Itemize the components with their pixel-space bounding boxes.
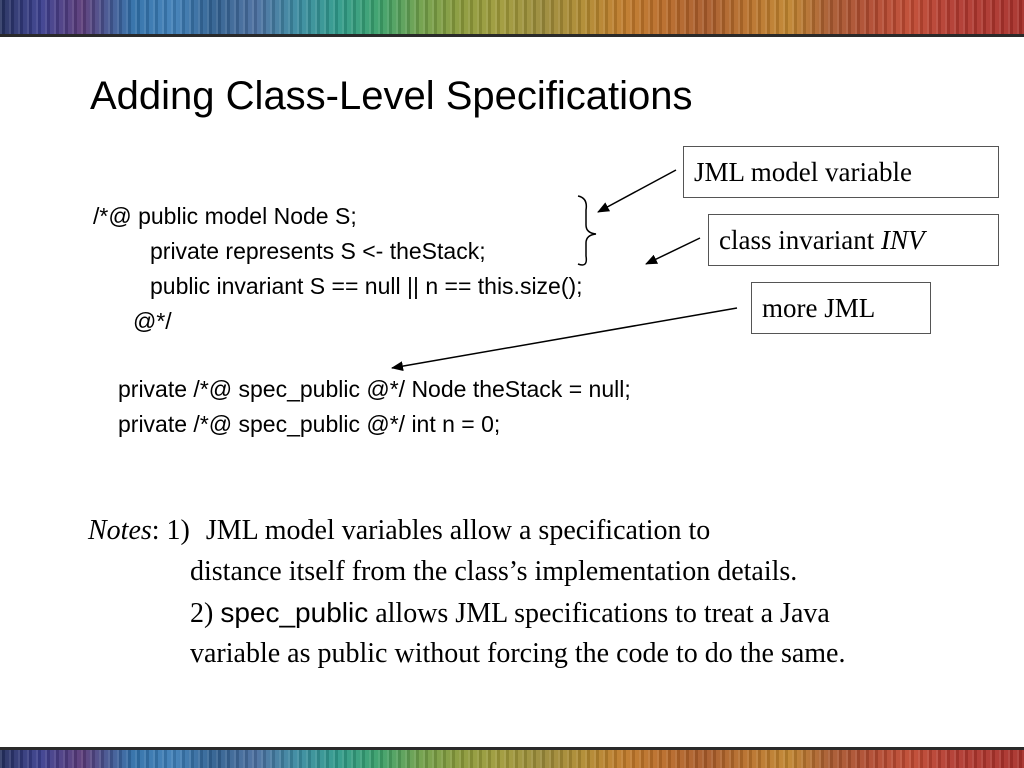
code-line-n: private /*@ spec_public @*/ int n = 0; <box>118 411 501 437</box>
callout-more-jml <box>751 282 931 334</box>
callout-model-variable-text: JML model variable <box>694 157 912 187</box>
notes-item2-code: spec_public <box>220 597 369 628</box>
bottom-decorative-stripe <box>0 750 1024 768</box>
slide-title: Adding Class-Level Specifications <box>90 74 693 118</box>
notes-label: Notes <box>88 515 152 546</box>
notes-item2-text-a: allows JML specifications to treat a Java <box>368 598 830 629</box>
notes-line-1 <box>88 511 710 551</box>
notes-line-3 <box>190 593 830 634</box>
curly-brace <box>578 196 596 265</box>
code-line-comment-end: @*/ <box>133 308 172 334</box>
code-line-invariant: public invariant S == null || n == this.size(); <box>150 273 583 299</box>
callout-class-invariant-italic: INV <box>880 225 925 255</box>
callout-model-variable <box>683 146 999 198</box>
notes-item1-number: : 1) <box>151 515 190 546</box>
arrow-to-spec-public <box>392 308 737 368</box>
arrow-to-invariant <box>646 238 700 264</box>
callout-class-invariant <box>708 214 999 266</box>
code-line-model: /*@ public model Node S; <box>93 203 357 229</box>
notes-item1-text-a: JML model variables allow a specification to <box>205 515 711 546</box>
code-line-thestack: private /*@ spec_public @*/ Node theStack = null; <box>118 376 631 402</box>
notes-line-4: variable as public without forcing the code to do the same. <box>190 638 846 669</box>
callout-more-jml-text: more JML <box>762 293 876 323</box>
callout-class-invariant-text: class invariant <box>719 225 881 255</box>
arrow-to-model <box>598 170 676 212</box>
notes-line-2: distance itself from the class’s implementation details. <box>190 556 798 587</box>
code-line-represents: private represents S <- theStack; <box>150 238 486 264</box>
notes-item2-number: 2) <box>190 598 221 629</box>
